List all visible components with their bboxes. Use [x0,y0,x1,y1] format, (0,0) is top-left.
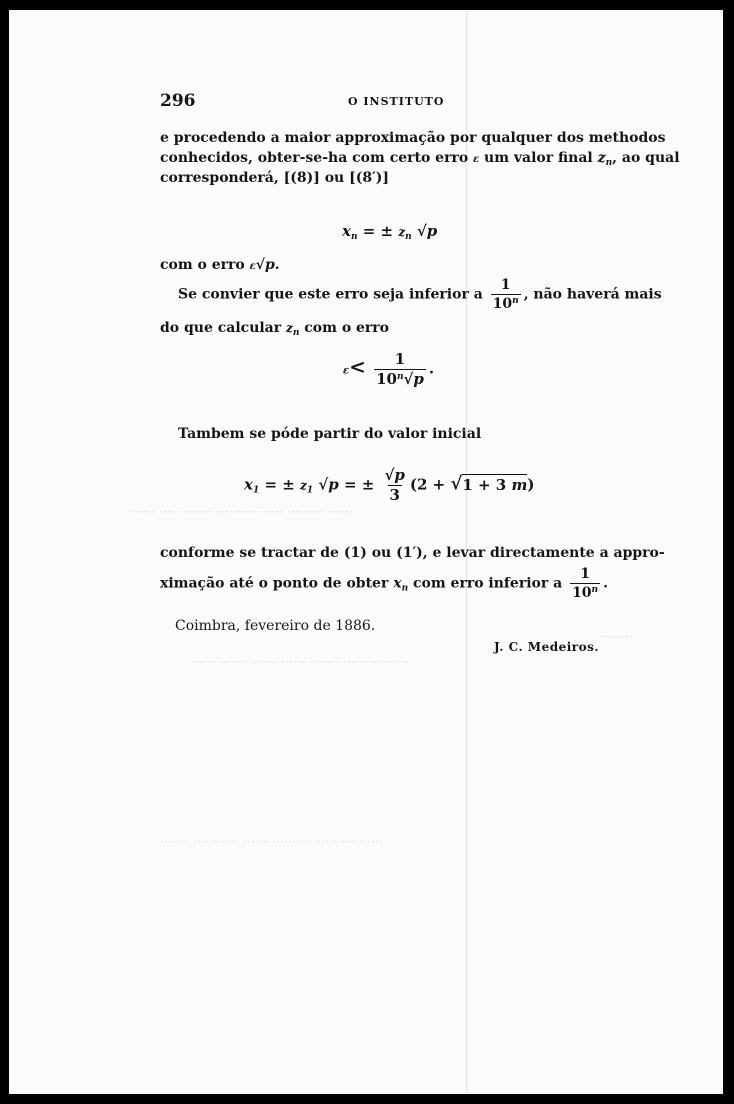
fraction-denominator [491,294,521,311]
math-number: 10 [492,296,513,312]
math-var: z [300,478,307,493]
math-group: (2 + [409,475,446,494]
text-run: com o erro [304,320,390,336]
math-number: 10 [572,585,592,601]
math-operator: = ± [362,222,394,240]
fraction-denominator: 3 [389,486,400,504]
epsilon-symbol: ε [249,261,256,272]
math-subscript: n [350,232,358,242]
para4-line2 [160,567,608,600]
para2-line1 [178,278,662,311]
sqrt-symbol: √ [384,466,395,484]
text-run: um valor final [484,150,593,166]
fraction-numerator: 1 [580,566,590,582]
fraction-denominator [374,369,426,387]
math-subscript: n [401,583,409,594]
math-group: ) [527,475,535,494]
fraction-sqrtp-over-3 [383,468,407,503]
text-run: Se convier que este erro seja inferior a [178,286,483,303]
math-operator: = ± [264,475,295,494]
text-run: conhecidos, obter-se-ha com certo erro [160,150,469,166]
punctuation: . [603,575,608,592]
equation-epsilon-bound [343,352,434,387]
signature: J. C. Medeiros. [494,640,600,654]
fraction-numerator: 1 [500,277,511,293]
math-expression: 1 + 3 [462,475,507,494]
math-var: x [342,222,351,240]
epsilon-symbol: ε [343,365,350,377]
sqrt-symbol: √ [416,222,427,240]
para1-line3: corresponderá, [(8)] ou [(8′)] [160,170,390,186]
bleed-through-text: ········· ······ ······· ······ ······ ······· ······ [190,655,410,670]
dateline: Coimbra, fevereiro de 1886. [175,618,376,634]
math-var: z [597,150,606,166]
math-subscript: 1 [252,485,260,496]
text-run: , não haverá mais [523,286,662,303]
bleed-through-text: ······ ········· ····· ·········· ········ ···· ······ [130,505,354,520]
math-var: p [413,370,424,388]
math-number: 10 [376,370,397,388]
fraction-numerator: 1 [394,350,406,368]
math-var: p [394,466,405,484]
fraction-numerator [383,468,407,485]
text-run: ximação até o ponto de obter [160,575,389,592]
fraction-one-over-ten-n [491,278,521,311]
sqrt-symbol: √ [403,370,414,388]
equation-xn [342,222,437,242]
text-run: , ao qual [612,150,680,166]
running-title: O INSTITUTO [348,95,445,108]
equation-x1 [244,468,534,503]
math-var: x [393,575,402,592]
punctuation: . [428,359,435,378]
radicand [462,474,527,494]
fraction-denominator [570,583,600,600]
sqrt-symbol: √ [450,473,463,495]
sqrt-symbol: √ [318,475,329,494]
math-var: p [328,475,339,494]
math-var: z [398,225,406,239]
para3-line: Tambem se póde partir do valor inicial [178,426,482,442]
math-subscript: n [292,328,300,338]
math-superscript: n [591,585,599,595]
sqrt-symbol: √ [255,257,265,273]
math-superscript: n [396,372,404,382]
text-run: com erro inferior a [412,575,563,592]
math-superscript: n [512,296,519,306]
para1-line2 [160,150,680,168]
math-var: z [286,321,293,335]
math-subscript: n [605,158,613,168]
bleed-through-text: ········ [600,630,634,645]
line-com-o-erro [160,257,280,273]
text-run: com o erro [160,257,245,273]
para2-line2 [160,320,389,338]
para1-line1: e procedendo a maior approximação por qualquer dos methodos [160,130,666,146]
math-var: x [244,475,253,494]
bleed-through-text: ·········· ····· ·········· ······ ···· ······ ······· [160,835,384,850]
page-number: 296 [160,91,196,111]
math-var: p [426,222,438,240]
math-var: p. [264,257,280,273]
epsilon-symbol: ε [473,154,480,165]
fraction-one-over-ten-n [570,567,600,600]
math-subscript: n [405,232,412,242]
math-subscript: 1 [306,485,314,496]
para4-line1: conforme se tractar de (1) ou (1′), e levar directamente a appro- [160,545,665,561]
math-var: m [511,475,528,494]
math-operator: < [349,354,366,379]
text-run: do que calcular [160,320,282,336]
math-operator: = ± [343,475,375,494]
fraction-bound [374,352,426,387]
